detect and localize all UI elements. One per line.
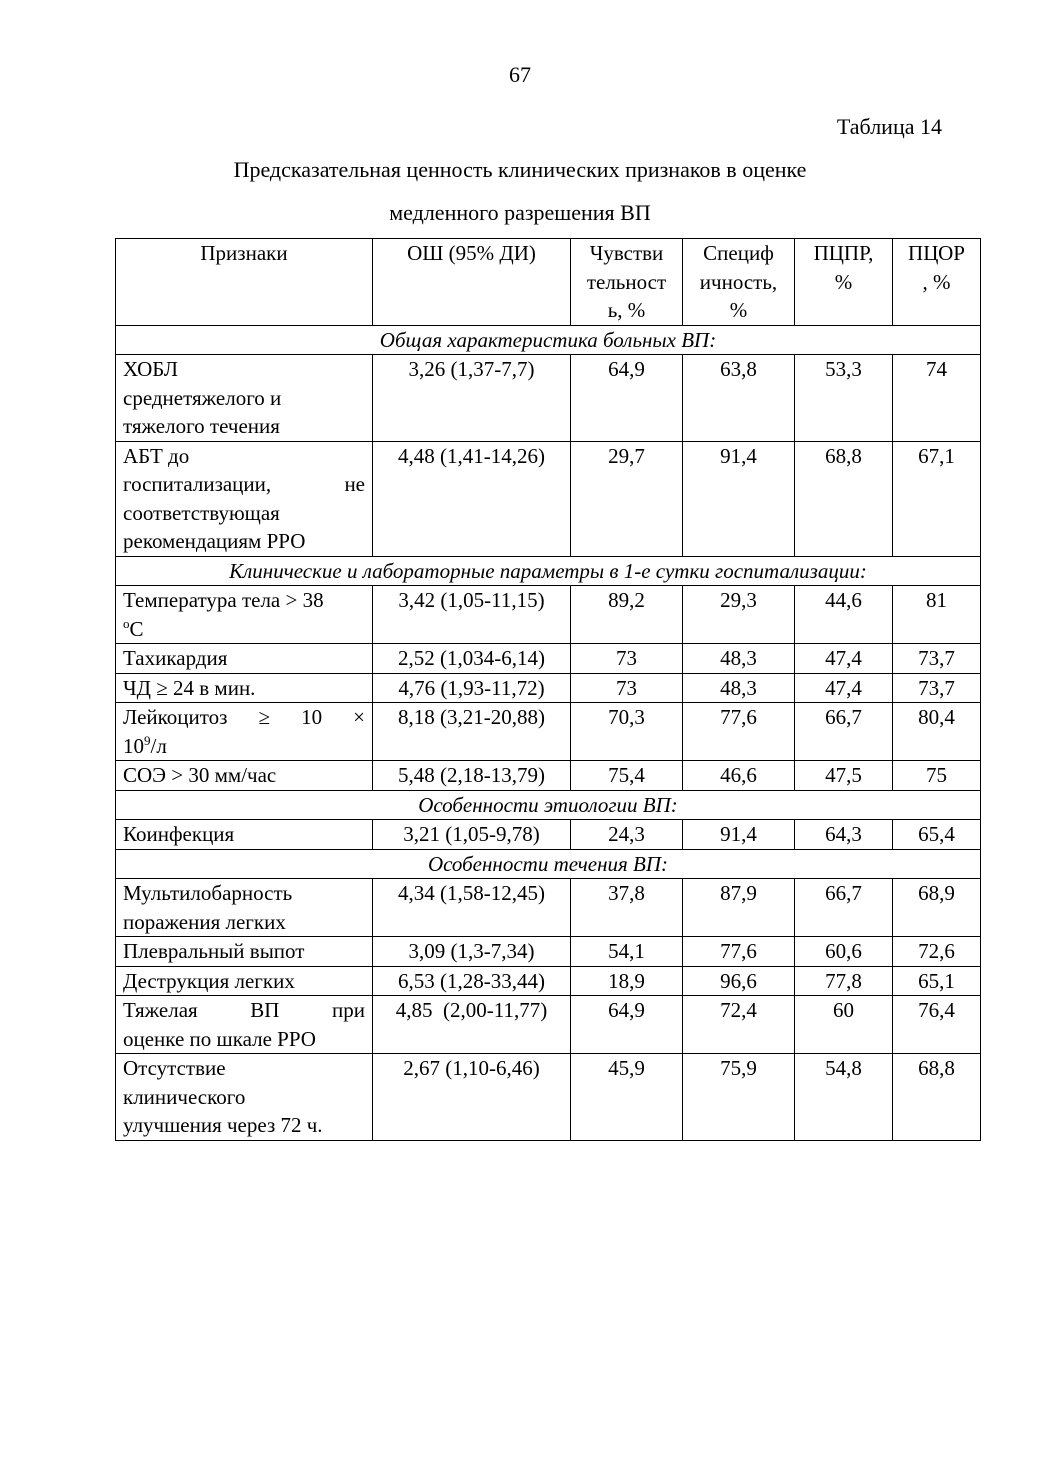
- cell-npv: 72,6: [893, 937, 981, 967]
- header-ppv: ПЦПР, %: [795, 239, 893, 326]
- cell-sensitivity: 54,1: [571, 937, 683, 967]
- cell-odds-ratio: 5,48 (2,18-13,79): [373, 761, 571, 791]
- cell-npv: 65,4: [893, 820, 981, 850]
- cell-specificity: 72,4: [683, 996, 795, 1054]
- row-label: Лейкоцитоз ≥ 10 × $10^9/л$: [116, 703, 373, 761]
- table-row: [116, 586, 981, 644]
- cell-sensitivity: 70,3: [571, 703, 683, 761]
- section-title: Общая характеристика больных ВП:: [116, 325, 981, 355]
- data-table: [115, 238, 981, 1141]
- cell-odds-ratio: 4,76 (1,93-11,72): [373, 673, 571, 703]
- cell-npv: 80,4: [893, 703, 981, 761]
- cell-npv: 75: [893, 761, 981, 791]
- table-title-line-2: медленного разрешения ВП: [389, 200, 651, 225]
- section-title: Особенности течения ВП:: [116, 849, 981, 879]
- table-row: [116, 441, 981, 556]
- cell-npv: 73,7: [893, 673, 981, 703]
- cell-sensitivity: 73: [571, 673, 683, 703]
- cell-odds-ratio: 3,42 (1,05-11,15): [373, 586, 571, 644]
- cell-specificity: 77,6: [683, 703, 795, 761]
- table-row: [116, 937, 981, 967]
- cell-sensitivity: 24,3: [571, 820, 683, 850]
- table-row: [116, 644, 981, 674]
- header-signs: Признаки: [116, 239, 373, 326]
- cell-npv: 74: [893, 355, 981, 442]
- cell-npv: 73,7: [893, 644, 981, 674]
- cell-odds-ratio: 2,67 (1,10-6,46): [373, 1054, 571, 1141]
- page-number: 67: [509, 62, 531, 87]
- cell-specificity: 96,6: [683, 966, 795, 996]
- cell-odds-ratio: 3,26 (1,37-7,7): [373, 355, 571, 442]
- cell-specificity: 77,6: [683, 937, 795, 967]
- cell-odds-ratio: 6,53 (1,28-33,44): [373, 966, 571, 996]
- cell-ppv: 68,8: [795, 441, 893, 556]
- cell-sensitivity: 64,9: [571, 355, 683, 442]
- section-row-course: [116, 849, 981, 879]
- cell-ppv: 60,6: [795, 937, 893, 967]
- cell-ppv: 53,3: [795, 355, 893, 442]
- cell-npv: 65,1: [893, 966, 981, 996]
- row-label: Плевральный выпот: [116, 937, 373, 967]
- cell-specificity: 91,4: [683, 820, 795, 850]
- cell-odds-ratio: 4,85 (2,00-11,77): [373, 996, 571, 1054]
- header-sensitivity: Чувстви тельност ь, %: [571, 239, 683, 326]
- cell-ppv: 47,4: [795, 673, 893, 703]
- cell-sensitivity: 73: [571, 644, 683, 674]
- table-header-row: [116, 239, 981, 326]
- cell-sensitivity: 29,7: [571, 441, 683, 556]
- cell-npv: 67,1: [893, 441, 981, 556]
- cell-specificity: 48,3: [683, 644, 795, 674]
- section-title: Особенности этиологии ВП:: [116, 790, 981, 820]
- cell-npv: 76,4: [893, 996, 981, 1054]
- table-label: Таблица 14: [836, 114, 942, 139]
- table-title-line-1: Предсказательная ценность клинических признаков в оценке: [233, 157, 807, 182]
- cell-ppv: 47,5: [795, 761, 893, 791]
- cell-ppv: 64,3: [795, 820, 893, 850]
- cell-odds-ratio: 2,52 (1,034-6,14): [373, 644, 571, 674]
- row-label: Деструкция легких: [116, 966, 373, 996]
- cell-npv: 81: [893, 586, 981, 644]
- row-label: Коинфекция: [116, 820, 373, 850]
- cell-specificity: 91,4: [683, 441, 795, 556]
- cell-ppv: 44,6: [795, 586, 893, 644]
- table-row: [116, 673, 981, 703]
- row-label: Отсутствие клинического улучшения через 72 ч.: [116, 1054, 373, 1141]
- cell-ppv: 47,4: [795, 644, 893, 674]
- section-title: Клинические и лабораторные параметры в 1-е сутки госпитализации:: [116, 556, 981, 586]
- table-row: [116, 879, 981, 937]
- cell-sensitivity: 45,9: [571, 1054, 683, 1141]
- table-row: [116, 355, 981, 442]
- cell-npv: 68,9: [893, 879, 981, 937]
- header-specificity: Специф ичность, %: [683, 239, 795, 326]
- cell-ppv: 60: [795, 996, 893, 1054]
- table-row: [116, 820, 981, 850]
- table-row: [116, 966, 981, 996]
- cell-odds-ratio: 4,34 (1,58-12,45): [373, 879, 571, 937]
- cell-sensitivity: 37,8: [571, 879, 683, 937]
- cell-ppv: 77,8: [795, 966, 893, 996]
- header-npv: ПЦОР , %: [893, 239, 981, 326]
- row-label: ЧД ≥ 24 в мин.: [116, 673, 373, 703]
- cell-sensitivity: 75,4: [571, 761, 683, 791]
- table-row: [116, 703, 981, 761]
- row-label: АБТ до госпитализации, не соответствующая рекомендациям РРО: [116, 441, 373, 556]
- table-row: [116, 996, 981, 1054]
- section-row-clinical: [116, 556, 981, 586]
- cell-sensitivity: 18,9: [571, 966, 683, 996]
- cell-specificity: 63,8: [683, 355, 795, 442]
- cell-specificity: 46,6: [683, 761, 795, 791]
- cell-sensitivity: 89,2: [571, 586, 683, 644]
- cell-specificity: 87,9: [683, 879, 795, 937]
- cell-sensitivity: 64,9: [571, 996, 683, 1054]
- cell-odds-ratio: 8,18 (3,21-20,88): [373, 703, 571, 761]
- table-row: [116, 1054, 981, 1141]
- row-label: ХОБЛ среднетяжелого и тяжелого течения: [116, 355, 373, 442]
- row-label: Температура тела > 38 $^o$С: [116, 586, 373, 644]
- cell-specificity: 48,3: [683, 673, 795, 703]
- table-row: [116, 761, 981, 791]
- cell-npv: 68,8: [893, 1054, 981, 1141]
- row-label: Тяжелая ВП при оценке по шкале РРО: [116, 996, 373, 1054]
- section-row-etiology: [116, 790, 981, 820]
- cell-specificity: 75,9: [683, 1054, 795, 1141]
- row-label: Мультилобарность поражения легких: [116, 879, 373, 937]
- cell-odds-ratio: 3,21 (1,05-9,78): [373, 820, 571, 850]
- cell-odds-ratio: 3,09 (1,3-7,34): [373, 937, 571, 967]
- header-odds-ratio: ОШ (95% ДИ): [373, 239, 571, 326]
- section-row-general: [116, 325, 981, 355]
- cell-specificity: 29,3: [683, 586, 795, 644]
- cell-odds-ratio: 4,48 (1,41-14,26): [373, 441, 571, 556]
- cell-ppv: 66,7: [795, 879, 893, 937]
- cell-ppv: 66,7: [795, 703, 893, 761]
- cell-ppv: 54,8: [795, 1054, 893, 1141]
- row-label: СОЭ > 30 мм/час: [116, 761, 373, 791]
- row-label: Тахикардия: [116, 644, 373, 674]
